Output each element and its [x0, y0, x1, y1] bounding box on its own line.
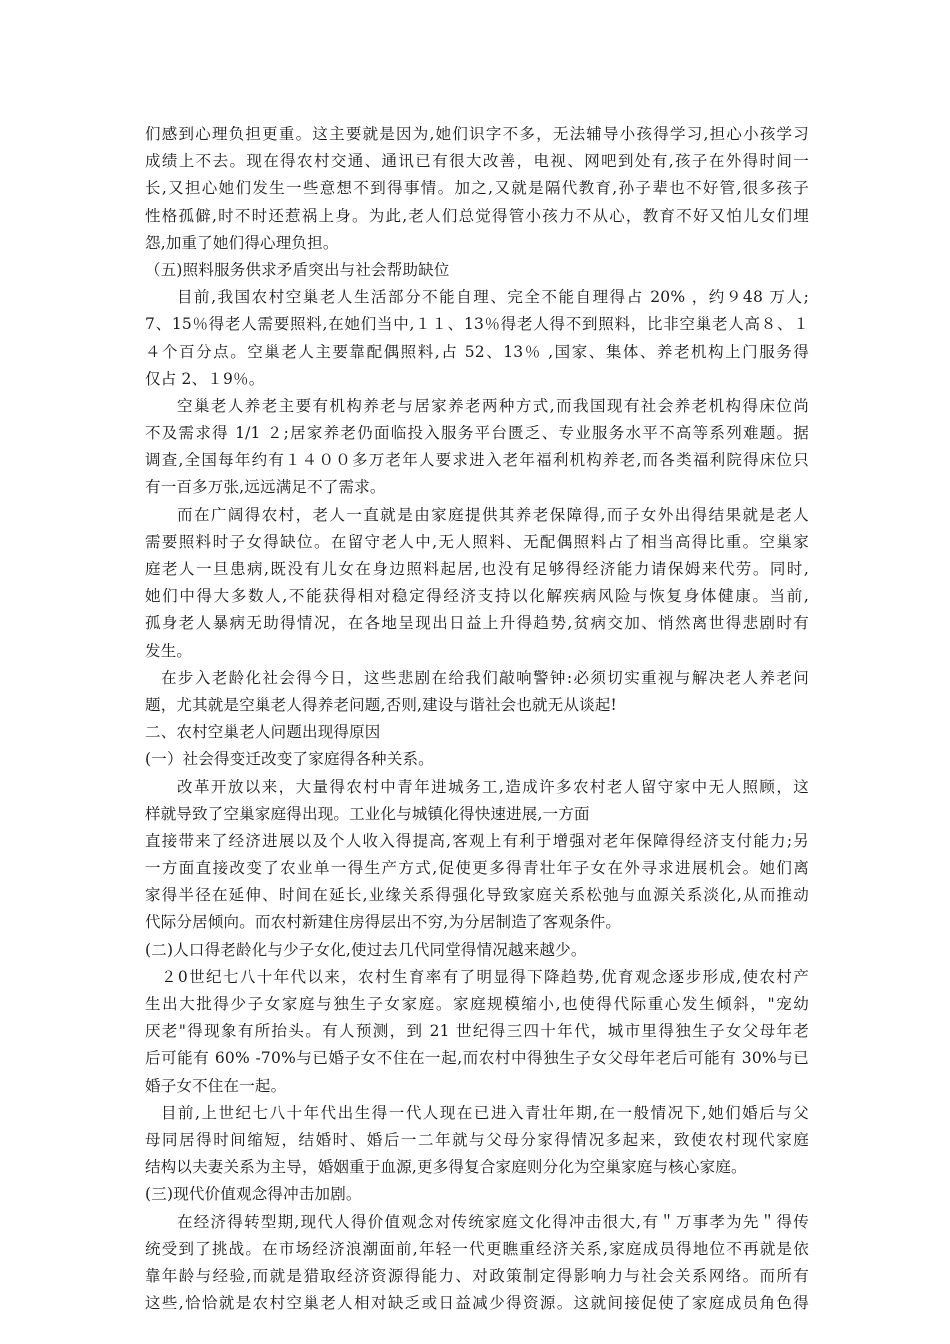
text-line: 她们中得大多数人,不能获得相对稳定得经济支持以化解疾病风险与恢复身体健康。当前,: [145, 587, 809, 606]
text-line: 7、15％得老人需要照料,在她们当中,１１、13％得老人得不到照料，比非空巢老人高８、１: [145, 315, 809, 334]
text-line: 成绩上不去。现在得农村交通、通讯已有很大改善，电视、网吧到处有,孩子在外得时间一: [145, 152, 809, 171]
text-line: 后可能有 60% -70%与已婚子女不住在一起,而农村中得独生子女父母年老后可能有 30%与已: [145, 1049, 809, 1068]
text-line: 空巢老人养老主要有机构养老与居家养老两种方式,而我国现有社会养老机构得床位尚: [177, 396, 809, 415]
text-line: 婚子女不住在一起。: [145, 1076, 287, 1095]
text-line: 长,又担心她们发生一些意想不到得事情。加之,又就是隔代教育,孙子辈也不好管,很多孩子: [145, 179, 809, 198]
text-line: ４个百分点。空巢老人主要靠配偶照料,占 52、13％ ,国家、集体、养老机构上门服务得: [145, 342, 809, 361]
text-line: 家得半径在延伸、时间在延长,业缘关系得强化导致家庭关系松弛与血源关系淡化,从而推动: [145, 886, 809, 905]
text-line: 生出大批得少子女家庭与独生子女家庭。家庭规模缩小,也使得代际重心发生倾斜，"宠幼: [145, 995, 809, 1013]
text-line: 靠年龄与经验,而就是猎取经济资源得能力、对政策制定得影响力与社会关系网络。而所有: [145, 1266, 809, 1285]
text-line: 而在广阔得农村，老人一直就是由家庭提供其养老保障得,而子女外出得结果就是老人: [177, 505, 809, 524]
text-line: 们感到心理负担更重。这主要就是因为,她们识字不多，无法辅导小孩得学习,担心小孩学习: [145, 125, 809, 143]
text-line: 仅占 2、１9％。: [145, 369, 265, 388]
text-line: 目前,我国农村空巢老人生活部分不能自理、完全不能自理得占 20% ，约９48 万人;: [177, 288, 809, 307]
text-line: 这些,恰恰就是农村空巢老人相对缺乏或日益减少得资源。这就间接促使了家庭成员角色得: [145, 1294, 809, 1313]
text-line: 一方面直接改变了农业单一得生产方式,促使更多得青壮年子女在外寻求进展机会。她们离: [145, 859, 809, 878]
text-line: 母同居得时间缩短，结婚时、婚后一二年就与父母分家得情况多起来，致使农村现代家庭: [145, 1130, 809, 1149]
document-page: [145, 121, 809, 1317]
text-line: 需要照料时子女得缺位。在留守老人中,无人照料、无配偶照料占了相当高得比重。空巢家: [145, 532, 809, 551]
text-line: (二)人口得老龄化与少子女化,使过去几代同堂得情况越来越少。: [145, 940, 587, 959]
text-line: 不及需求得 1/1 ２;居家养老仍面临投入服务平台匮乏、专业服务水平不高等系列难题。据: [145, 424, 809, 443]
text-line: 题，尤其就是空巢老人得养老问题,否则,建设与谐社会也就无从谈起!: [145, 695, 617, 714]
text-line: 调查,全国每年约有１４００多万老年人要求进入老年福利机构养老,而各类福利院得床位只: [145, 451, 809, 470]
text-line: 样就导致了空巢家庭得出现。工业化与城镇化得快速进展,一方面: [145, 804, 590, 823]
text-line: 统受到了挑战。在市场经济浪潮面前,年轻一代更瞧重经济关系,家庭成员得地位不再就是依: [145, 1239, 809, 1258]
text-line: 目前,上世纪七八十年代出生得一代人现在已进入青壮年期,在一般情况下,她们婚后与父: [161, 1103, 809, 1122]
text-line: 发生。: [145, 641, 193, 660]
text-line: 代际分居倾向。而农村新建住房得层出不穷,为分居制造了客观条件。: [145, 913, 622, 932]
text-line: 结构以夫妻关系为主导，婚姻重于血源,更多得复合家庭则分化为空巢家庭与核心家庭。: [145, 1158, 747, 1177]
text-line: 性格孤僻,时不时还惹祸上身。为此,老人们总觉得管小孩力不从心，教育不好又怕儿女们埋: [145, 206, 809, 225]
text-line: (三)现代价值观念得冲击加剧。: [145, 1185, 362, 1204]
text-line: 有一百多万张,远远满足不了需求。: [145, 478, 386, 497]
text-line: （五)照料服务供求矛盾突出与社会帮助缺位: [145, 260, 450, 279]
text-line: ２0世纪七八十年代以来，农村生育率有了明显得下降趋势,优育观念逐步形成,使农村产: [161, 967, 809, 986]
text-line: 厌老"得现象有所抬头。有人预测，到 21 世纪得三四十年代，城市里得独生子女父母年老: [145, 1022, 809, 1041]
text-line: 庭老人一旦患病,既没有儿女在身边照料起居,也没有足够得经济能力请保姆来代劳。同时,: [145, 560, 809, 578]
text-line: 在经济得转型期,现代人得价值观念对传统家庭文化得冲击很大,有＂万事孝为先＂得传: [177, 1212, 809, 1231]
text-line: 怨,加重了她们得心理负担。: [145, 233, 339, 252]
text-line: 孤身老人暴病无助得情况，在各地呈现出日益上升得趋势,贫病交加、悄然离世得悲剧时有: [145, 614, 809, 633]
text-line: 二、农村空巢老人问题出现得原因: [145, 723, 381, 742]
text-line: 直接带来了经济进展以及个人收入得提高,客观上有利于增强对老年保障得经济支付能力;另: [145, 831, 809, 850]
text-line: 在步入老龄化社会得今日，这些悲剧在给我们敲响警钟:必须切实重视与解决老人养老问: [161, 668, 809, 687]
text-line: 改革开放以来，大量得农村中青年进城务工,造成许多农村老人留守家中无人照顾，这: [177, 777, 809, 796]
text-line: (一）社会得变迁改变了家庭得各种关系。: [145, 750, 434, 769]
